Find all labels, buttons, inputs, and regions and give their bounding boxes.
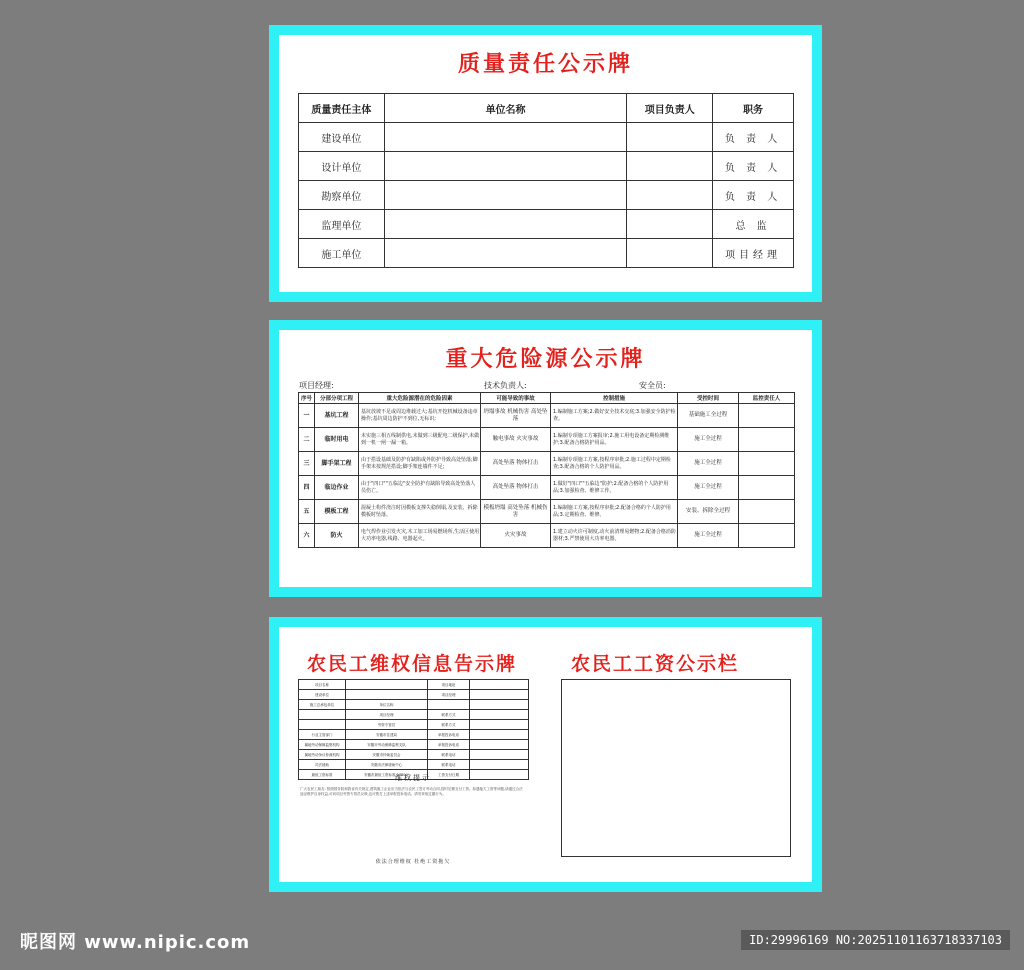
tech-label: 技术负责人: (484, 381, 527, 390)
major-hazard-board (269, 320, 822, 597)
info-cell: 单位名称 (346, 700, 428, 710)
info-cell: 联系方式 (428, 720, 470, 730)
info-cell: 最低工资标准 (299, 770, 346, 780)
info-cell: 项目地址 (428, 680, 470, 690)
table-row (299, 720, 529, 730)
safety-label: 安全员: (639, 381, 666, 390)
info-cell: 安徽市仲裁委员会 (346, 750, 428, 760)
table-row (299, 500, 795, 524)
table-row (299, 239, 794, 268)
info-cell: 举报投诉电话 (428, 730, 470, 740)
entity-cell: 设计单位 (299, 152, 385, 181)
info-cell (299, 720, 346, 730)
row-number: 四 (299, 476, 315, 500)
time-cell: 基础施工全过程 (678, 404, 739, 428)
accident-cell: 高处坠落 物体打击 (481, 452, 551, 476)
accident-cell: 高处坠落 物体打击 (481, 476, 551, 500)
measure-cell: 1.建立动火许可制度,动火前清理易燃物;2.配备合格消防器材;3.严禁使用大功率电器。 (551, 524, 678, 548)
role-cell: 项目经理 (713, 239, 794, 268)
info-cell: 安徽市住建局 (346, 730, 428, 740)
risk-cell: 基坑放坡不足或周边堆载过大;基坑开挖机械设备违章操作;基坑周边防护不到位,无标识; (359, 404, 481, 428)
info-cell: 施工总承包单位 (299, 700, 346, 710)
supervisor-cell (739, 524, 795, 548)
column-header: 受控时间 (678, 393, 739, 404)
supervisor-cell (739, 452, 795, 476)
watermark-logo: 昵图网 www.nipic.com (20, 932, 251, 953)
info-cell: 司法援助 (299, 760, 346, 770)
table-row (299, 476, 795, 500)
column-header: 项目负责人 (627, 94, 713, 123)
accident-cell: 触电事故 火灾事故 (481, 428, 551, 452)
table-row (299, 710, 529, 720)
table-row (299, 210, 794, 239)
entity-cell: 监理单位 (299, 210, 385, 239)
work-cell: 临时用电 (315, 428, 359, 452)
entity-cell: 建设单位 (299, 123, 385, 152)
work-cell: 基坑工程 (315, 404, 359, 428)
risk-cell: 由于"四口""五临边"安全防护有缺陷导致高处坠落人员伤亡。 (359, 476, 481, 500)
info-cell: 项目经理 (346, 710, 428, 720)
row-number: 五 (299, 500, 315, 524)
table-row (299, 452, 795, 476)
table-row (299, 524, 795, 548)
table-row (299, 181, 794, 210)
table-row (299, 123, 794, 152)
row-number: 三 (299, 452, 315, 476)
info-cell (470, 700, 529, 710)
table-row (299, 760, 529, 770)
table-row (299, 750, 529, 760)
watermark-id: ID:29996169 NO:20251101163718337103 (741, 930, 1010, 950)
info-cell (346, 680, 428, 690)
column-header: 可能导致的事故 (481, 393, 551, 404)
notice-title: 维权提示 (395, 774, 431, 782)
supervisor-cell (739, 476, 795, 500)
info-cell (470, 740, 529, 750)
work-cell: 模板工程 (315, 500, 359, 524)
quality-responsibility-board (269, 25, 822, 302)
info-cell: 联系电话 (428, 760, 470, 770)
info-cell: 联系电话 (428, 750, 470, 760)
board-title: 重大危险源公示牌 (445, 347, 646, 372)
info-cell (470, 710, 529, 720)
column-header: 职务 (713, 94, 794, 123)
role-cell: 负 责 人 (713, 181, 794, 210)
time-cell: 安装、拆除全过程 (678, 500, 739, 524)
info-cell: 安徽市劳动保障监察支队 (346, 740, 428, 750)
table-row (299, 404, 795, 428)
work-cell: 临边作业 (315, 476, 359, 500)
quality-table (298, 93, 794, 268)
accident-cell: 坍塌事故 机械伤害 高处坠落 (481, 404, 551, 428)
role-cell: 总 监 (713, 210, 794, 239)
time-cell: 施工全过程 (678, 428, 739, 452)
info-cell: 属地劳动保障监察机构 (299, 740, 346, 750)
risk-cell: 未实施三相五线制供电,未做到三级配电二级保护,未做到一机一闸一漏一箱。 (359, 428, 481, 452)
notice-body: 广大农民工朋友: 按照国务院和我省有关规定,建筑施工企业应当依法与农民工签订劳动合同,按时足额支付工资。如遇拖欠工资等问题,请通过合法途径维护自身权益,可向项目劳资专管员反映,也可拨打上述举报投诉电话。请勿采取过激行为。 (300, 787, 523, 796)
risk-cell: 由于搭设基础及防护有缺陷或外防护导致高处坠落;脚手架未按规范搭设;脚手架连墙件不足; (359, 452, 481, 476)
column-header: 分部分项工程 (315, 393, 359, 404)
migrant-worker-board (269, 617, 822, 892)
measure-cell: 1.编制施工方案,按程序审批;2.配备合格的个人防护用品;3.定期检查、维修。 (551, 500, 678, 524)
row-number: 一 (299, 404, 315, 428)
table-row (299, 152, 794, 181)
info-cell (470, 720, 529, 730)
risk-cell: 混凝土构件浇注时因模板支撑失稳倒塌,及安装、拆除模板时坠落。 (359, 500, 481, 524)
info-cell: 工资支付日期 (428, 770, 470, 780)
info-cell: 行业主管部门 (299, 730, 346, 740)
notice-footer: 依法合理维权 杜绝工资拖欠 (375, 859, 451, 865)
risk-cell: 电气焊作业引发火灾,木工加工场易燃场所,生活区使用大功率电器,线路、电器起火。 (359, 524, 481, 548)
info-cell: 安徽市法律援助中心 (346, 760, 428, 770)
measure-cell: 1.编制专项施工方案,按程序审批;2.施工过程中定期检查;3.配备合格的个人防护用品。 (551, 452, 678, 476)
column-header: 质量责任主体 (299, 94, 385, 123)
accident-cell: 火灾事故 (481, 524, 551, 548)
wage-display-box (561, 679, 791, 857)
info-cell: 项目名称 (299, 680, 346, 690)
table-row (299, 740, 529, 750)
info-cell (470, 730, 529, 740)
work-cell: 脚手架工程 (315, 452, 359, 476)
rights-info-title: 农民工维权信息告示牌 (307, 653, 518, 675)
column-header: 单位名称 (384, 94, 626, 123)
table-row (299, 680, 529, 690)
accident-cell: 模板坍塌 高处坠落 机械伤害 (481, 500, 551, 524)
info-cell: 安徽市最低工资标准 1780元 (346, 770, 428, 780)
column-header: 序号 (299, 393, 315, 404)
table-row (299, 700, 529, 710)
info-cell: 建设单位 (299, 690, 346, 700)
info-cell: 举报投诉电话 (428, 740, 470, 750)
table-row (299, 428, 795, 452)
column-header: 监控责任人 (739, 393, 795, 404)
time-cell: 施工全过程 (678, 452, 739, 476)
info-cell (346, 690, 428, 700)
column-header: 重大危险源潜在的危险因素 (359, 393, 481, 404)
time-cell: 施工全过程 (678, 476, 739, 500)
info-cell: 项目经理 (428, 690, 470, 700)
supervisor-cell (739, 500, 795, 524)
table-row (299, 690, 529, 700)
supervisor-cell (739, 404, 795, 428)
row-number: 二 (299, 428, 315, 452)
board-meta (299, 380, 792, 392)
measure-cell: 1.编制专项施工方案报审;2.施工用电设备定期检测维护;3.配备合格防护用品。 (551, 428, 678, 452)
info-cell: 劳资专管员 (346, 720, 428, 730)
supervisor-cell (739, 428, 795, 452)
entity-cell: 勘察单位 (299, 181, 385, 210)
row-number: 六 (299, 524, 315, 548)
info-cell (470, 690, 529, 700)
wage-board-title: 农民工工资公示栏 (571, 653, 740, 675)
manager-label: 项目经理: (299, 381, 334, 390)
board-title: 质量责任公示牌 (457, 52, 633, 77)
entity-cell: 施工单位 (299, 239, 385, 268)
info-cell (470, 760, 529, 770)
table-row (299, 730, 529, 740)
info-cell (470, 750, 529, 760)
time-cell: 施工全过程 (678, 524, 739, 548)
info-cell: 属地劳动争议仲裁机构 (299, 750, 346, 760)
rights-info-table (298, 679, 529, 780)
info-cell: 联系方式 (428, 710, 470, 720)
info-cell (470, 680, 529, 690)
measure-cell: 1.做好"四口""五临边"防护;2.配备合格的个人防护用品;3.加强检查、维修工作。 (551, 476, 678, 500)
work-cell: 防火 (315, 524, 359, 548)
info-cell (299, 710, 346, 720)
hazard-table (298, 392, 795, 548)
column-header: 控制措施 (551, 393, 678, 404)
info-cell (428, 700, 470, 710)
measure-cell: 1.编制施工方案;2.做好安全技术交底;3.加强安全防护检查。 (551, 404, 678, 428)
role-cell: 负 责 人 (713, 152, 794, 181)
role-cell: 负 责 人 (713, 123, 794, 152)
